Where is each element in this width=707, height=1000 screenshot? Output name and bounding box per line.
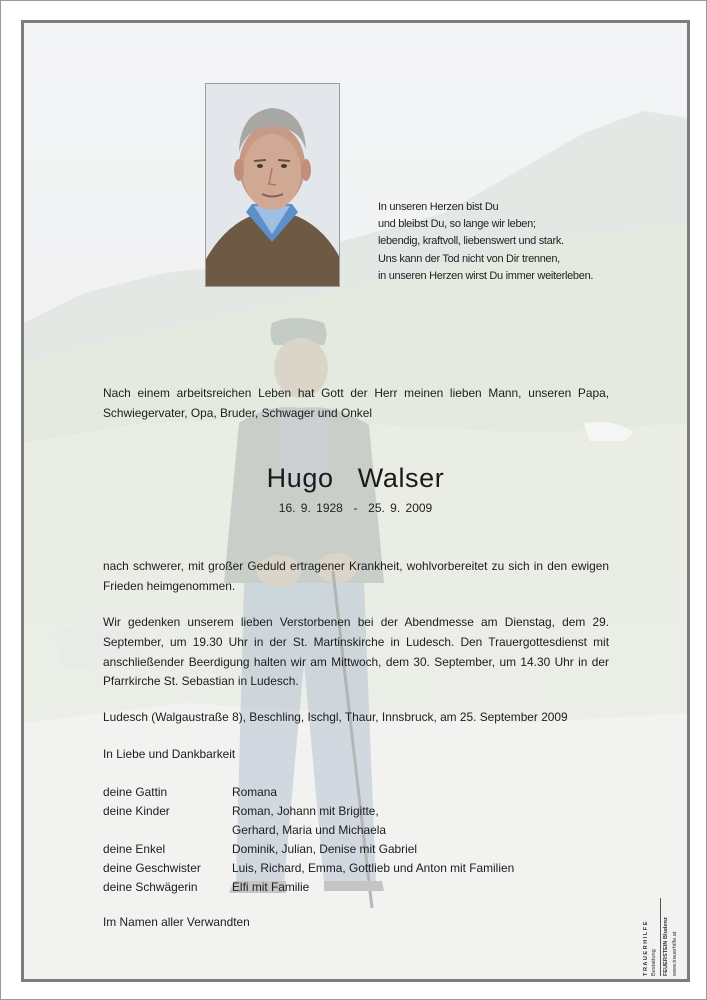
family-role: deine Enkel [103, 842, 166, 856]
family-role: deine Gattin [103, 785, 168, 799]
family-role: deine Kinder [103, 804, 170, 818]
portrait-photo-icon [206, 84, 339, 286]
family-row [103, 878, 623, 897]
family-names: Dominik, Julian, Denise mit Gabriel [232, 842, 418, 856]
family-names: Romana [232, 785, 277, 799]
family-role: deine Schwägerin [103, 880, 198, 894]
family-row [103, 859, 623, 878]
imprint-partner: FEUERSTEIN Bludenz [663, 917, 669, 976]
family-names: Roman, Johann mit Brigitte, [232, 804, 379, 818]
poem-line: und bleibst Du, so lange wir leben; [378, 218, 536, 231]
portrait-photo [205, 83, 340, 287]
family-role: deine Geschwister [103, 861, 201, 875]
imprint-divider [660, 898, 661, 976]
funeral-home-imprint [641, 858, 689, 978]
obituary-card [21, 20, 690, 982]
poem [378, 199, 638, 285]
poem-line: In unseren Herzen bist Du [378, 201, 499, 213]
family-names: Elfi mit Familie [232, 880, 310, 894]
poem-line: Uns kann der Tod nicht von Dir trennen, [378, 252, 560, 265]
closing-line: Im Namen aller Verwandten [103, 915, 250, 929]
intro-text: Nach einem arbeitsreichen Leben hat Gott der Herr meinen lieben Mann, unseren Papa, Schwiegervater, Opa, Bruder, Schwager und Onkel [103, 386, 609, 420]
poem-line: in unseren Herzen wirst Du immer weiterleben. [378, 269, 594, 282]
imprint-web: www.trauerhilfe.at [672, 931, 678, 976]
place-date-line: Ludesch (Walgaustraße 8), Beschling, Ischgl, Thaur, Innsbruck, am 25. September 2009 [103, 710, 568, 724]
family-row [103, 840, 623, 859]
life-dates: 16. 9. 1928 - 25. 9. 2009 [278, 501, 433, 515]
family-row [103, 802, 623, 840]
family-list [103, 783, 623, 897]
imprint-brand: T R A U E R H I L F E [643, 921, 649, 976]
imprint-sub: Bestattung [651, 949, 657, 976]
poem-line: lebendig, kraftvoll, liebenswert und stark. [378, 235, 564, 248]
family-names: Gerhard, Maria und Michaela [232, 823, 386, 837]
love-line: In Liebe und Dankbarkeit [103, 747, 236, 761]
service-paragraph: Wir gedenken unserem lieben Verstorbenen bei der Abendmesse am Dienstag, dem 29. September, um 19.30 Uhr in der St. Martinskirche in Ludesch. Den Trauergottesdienst mit anschließender Beerdigung halten wir am Mittwoch, dem 30. September, um 14.30 Uhr in der Pfarrkirche St. Sebastian in Ludesch. [103, 615, 609, 689]
deceased-name: Hugo Walser [266, 463, 445, 493]
family-names: Luis, Richard, Emma, Gottlieb und Anton mit Familien [232, 861, 515, 875]
illness-paragraph: nach schwerer, mit großer Geduld ertragener Krankheit, wohlvorbereitet zu sich in den ewigen Frieden heimgenommen. [103, 559, 609, 593]
family-row [103, 783, 623, 802]
